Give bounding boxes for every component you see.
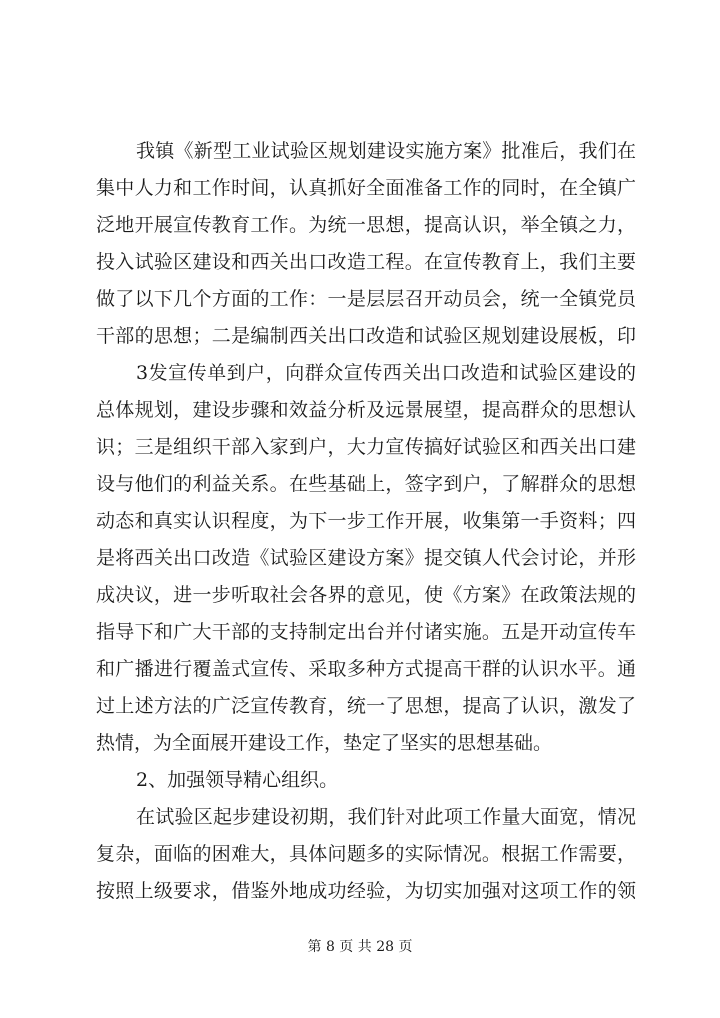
section-heading: 2、加强领导精心组织。: [136, 769, 339, 791]
text-line: 在试验区起步建设初期，我们针对此项工作量大面宽，情况: [136, 806, 636, 828]
text-line: 设与他们的利益关系。在些基础上，签字到户，了解群众的思想: [96, 473, 636, 495]
text-line: 指导下和广大干部的支持制定出台并付诸实施。五是开动宣传车: [96, 621, 636, 643]
text-line: 做了以下几个方面的工作：一是层层召开动员会，统一全镇党员: [96, 288, 636, 310]
text-line: 热情，为全面展开建设工作，垫定了坚实的思想基础。: [96, 732, 553, 754]
text-line: 投入试验区建设和西关出口改造工程。在宣传教育上，我们主要: [96, 251, 636, 273]
text-line: 集中人力和工作时间，认真抓好全面准备工作的同时，在全镇广: [96, 177, 636, 199]
text-line: 总体规划，建设步骤和效益分析及远景展望，提高群众的思想认: [96, 399, 636, 421]
document-body: [96, 133, 636, 910]
text-line: 干部的思想；二是编制西关出口改造和试验区规划建设展板，印: [96, 325, 636, 347]
page-number-footer: 第 8 页 共 28 页: [307, 939, 413, 955]
text-line: 成决议，进一步听取社会各界的意见，使《方案》在政策法规的: [96, 584, 636, 606]
text-line: 泛地开展宣传教育工作。为统一思想，提高认识，举全镇之力，: [96, 214, 636, 236]
text-line: 3发宣传单到户，向群众宣传西关出口改造和试验区建设的: [136, 362, 636, 384]
text-line: 按照上级要求，借鉴外地成功经验，为切实加强对这项工作的领: [96, 880, 636, 902]
text-line: 识；三是组织干部入家到户，大力宣传搞好试验区和西关出口建: [96, 436, 636, 458]
text-line: 过上述方法的广泛宣传教育，统一了思想，提高了认识，激发了: [96, 695, 636, 717]
text-line: 动态和真实认识程度，为下一步工作开展，收集第一手资料；四: [96, 510, 636, 532]
text-line: 是将西关出口改造《试验区建设方案》提交镇人代会讨论，并形: [96, 547, 636, 569]
text-line: 我镇《新型工业试验区规划建设实施方案》批准后，我们在: [136, 140, 636, 162]
text-line: 和广播进行覆盖式宣传、采取多种方式提高干群的认识水平。通: [96, 658, 636, 680]
text-line: 复杂，面临的困难大，具体问题多的实际情况。根据工作需要，: [96, 843, 636, 865]
